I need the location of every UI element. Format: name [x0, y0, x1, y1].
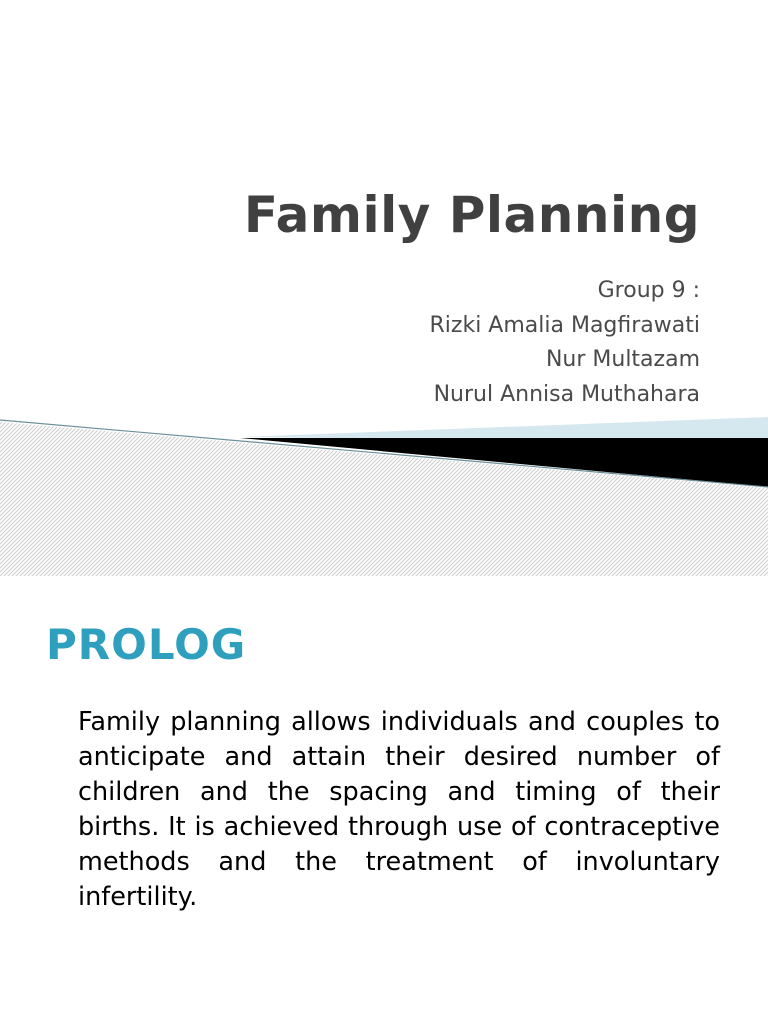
prolog-paragraph: Family planning allows individuals and couples to anticipate and attain their desired number of children and the spacing and timing of their births. It is achieved through use of contraceptive methods and the treatment of involuntary infertility.: [78, 707, 720, 912]
group-label: Group 9 :: [597, 278, 700, 303]
prolog-slide: [0, 576, 768, 1024]
prolog-heading: PROLOG: [46, 620, 247, 669]
light-blue-stripe: [240, 417, 768, 440]
member-name: Rizki Amalia Magfirawati: [429, 312, 700, 338]
slide-title: Family Planning: [243, 186, 700, 244]
member-name: Nurul Annisa Muthahara: [433, 381, 700, 407]
member-name: Nur Multazam: [545, 347, 700, 372]
